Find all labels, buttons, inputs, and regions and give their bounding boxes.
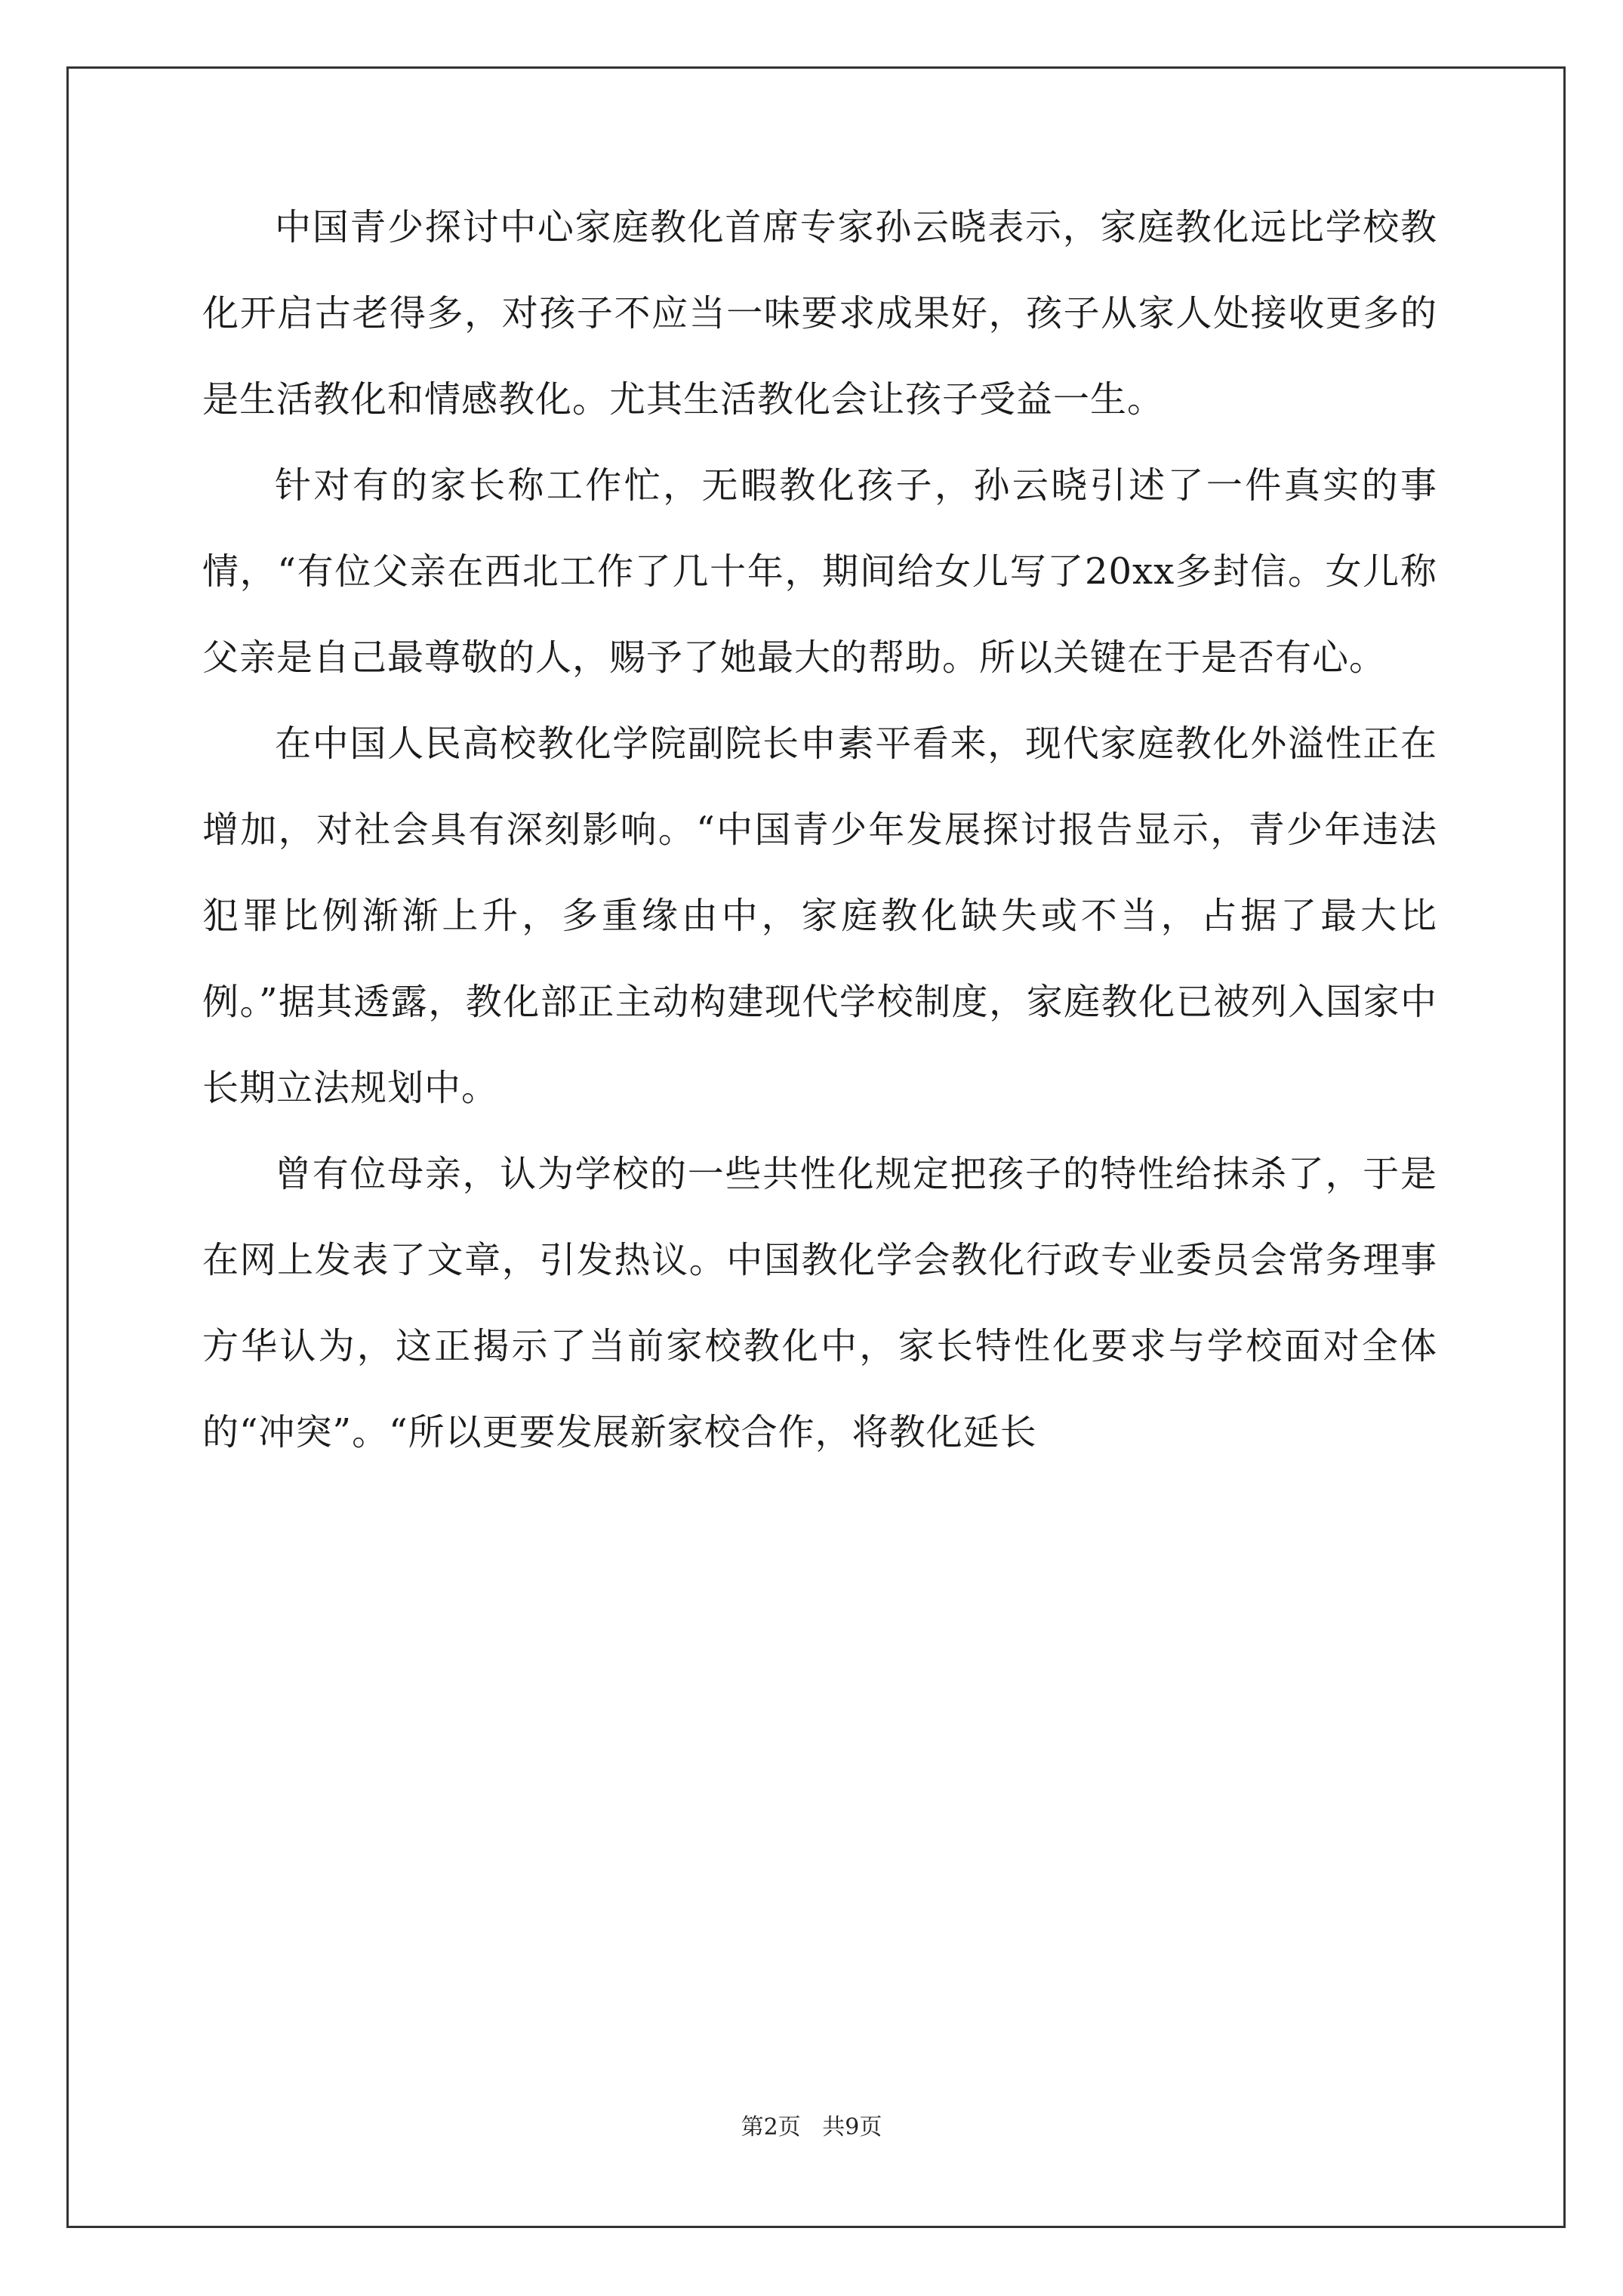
page-total: 共9页 (822, 2114, 882, 2140)
page-number: 第2页 (741, 2114, 801, 2140)
page-footer (0, 2108, 1623, 2141)
paragraph-3: 在中国人民高校教化学院副院长申素平看来，现代家庭教化外溢性正在增加，对社会具有深刻影响。“中国青少年发展探讨报告显示，青少年违法犯罪比例渐渐上升，多重缘由中，家庭教化缺失或不当，占据了最大比例。”据其透露，教化部正主动构建现代学校制度，家庭教化已被列入国家中长期立法规划中。 (202, 723, 1437, 1109)
paragraph-2: 针对有的家长称工作忙，无暇教化孩子，孙云晓引述了一件真实的事情，“有位父亲在西北工作了几十年，期间给女儿写了20xx多封信。女儿称父亲是自己最尊敬的人，赐予了她最大的帮助。所以关键在于是否有心。 (202, 464, 1437, 679)
paragraph-4: 曾有位母亲，认为学校的一些共性化规定把孩子的特性给抹杀了，于是在网上发表了文章，引发热议。中国教化学会教化行政专业委员会常务理事方华认为，这正揭示了当前家校教化中，家长特性化要求与学校面对全体的“冲突”。“所以更要发展新家校合作，将教化延长 (202, 1153, 1437, 1453)
document-body (202, 184, 1437, 1475)
paragraph-1: 中国青少探讨中心家庭教化首席专家孙云晓表示，家庭教化远比学校教化开启古老得多，对孩子不应当一味要求成果好，孩子从家人处接收更多的是生活教化和情感教化。尤其生活教化会让孩子受益一生。 (202, 206, 1437, 421)
